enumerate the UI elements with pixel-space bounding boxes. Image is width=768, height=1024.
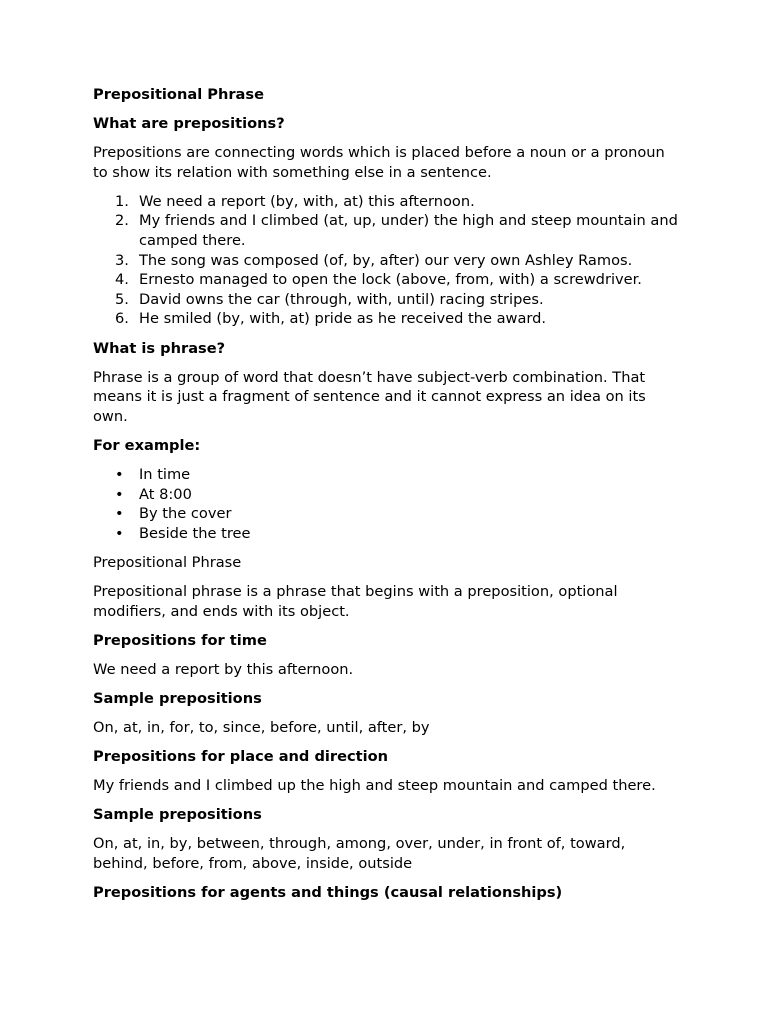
subtitle-prepositional-phrase: Prepositional Phrase bbox=[93, 553, 242, 571]
exercise-text: We need a report (by, with, at) this afternoon. bbox=[139, 192, 475, 210]
example-item bbox=[93, 524, 683, 544]
paragraph-prepositional-phrase-definition: Prepositional phrase is a phrase that begins with a preposition, optional modifiers, and ends with its object. bbox=[93, 582, 618, 620]
exercise-text: Ernesto managed to open the lock (above, from, with) a screwdriver. bbox=[139, 271, 642, 289]
exercise-item bbox=[93, 290, 683, 310]
heading-sample-prepositions: Sample prepositions bbox=[93, 689, 262, 707]
list-number: 3. bbox=[115, 251, 129, 269]
bullet-icon: • bbox=[115, 485, 124, 503]
example-text: At 8:00 bbox=[139, 485, 192, 503]
bullet-icon: • bbox=[115, 524, 124, 542]
list-number: 4. bbox=[115, 271, 129, 289]
exercise-item bbox=[93, 309, 683, 329]
heading-sample-prepositions: Sample prepositions bbox=[93, 806, 262, 824]
exercise-text: He smiled (by, with, at) pride as he received the award. bbox=[139, 310, 547, 328]
list-number: 1. bbox=[115, 192, 129, 210]
example-text: By the cover bbox=[139, 505, 232, 523]
paragraph-sample-time-prepositions: On, at, in, for, to, since, before, until, after, by bbox=[93, 718, 430, 736]
exercise-text: The song was composed (of, by, after) our very own Ashley Ramos. bbox=[139, 251, 633, 269]
exercise-item bbox=[93, 192, 683, 212]
example-list bbox=[93, 465, 683, 543]
example-text: In time bbox=[139, 466, 191, 483]
bullet-icon: • bbox=[115, 505, 124, 523]
example-item bbox=[93, 504, 683, 524]
list-number: 5. bbox=[115, 290, 129, 308]
example-item bbox=[93, 485, 683, 505]
exercise-item bbox=[93, 270, 683, 290]
paragraph-phrase-definition: Phrase is a group of word that doesn’t have subject-verb combination. That means it is just a fragment of sentence and it cannot express an idea on its own. bbox=[93, 368, 646, 425]
example-text: Beside the tree bbox=[139, 524, 251, 542]
exercise-item bbox=[93, 251, 683, 271]
list-number: 6. bbox=[115, 310, 129, 328]
heading-prepositions-for-place: Prepositions for place and direction bbox=[93, 748, 389, 766]
paragraph-time-example: We need a report by this afternoon. bbox=[93, 660, 354, 678]
exercise-item bbox=[93, 211, 683, 250]
exercise-list bbox=[93, 192, 683, 329]
heading-what-are-prepositions: What are prepositions? bbox=[93, 115, 285, 133]
heading-prepositions-for-agents: Prepositions for agents and things (causal relationships) bbox=[93, 884, 563, 901]
document-title: Prepositional Phrase bbox=[93, 86, 264, 103]
exercise-text: My friends and I climbed (at, up, under) the high and steep mountain and camped there. bbox=[139, 212, 678, 250]
bullet-icon: • bbox=[115, 466, 124, 483]
example-item bbox=[93, 465, 683, 485]
list-number: 2. bbox=[115, 212, 129, 230]
paragraph-sample-place-prepositions: On, at, in, by, between, through, among, over, under, in front of, toward, behind, before, from, above, inside, outside bbox=[93, 835, 626, 872]
paragraph-place-example: My friends and I climbed up the high and steep mountain and camped there. bbox=[93, 777, 656, 795]
exercise-text: David owns the car (through, with, until) racing stripes. bbox=[139, 290, 544, 308]
heading-what-is-phrase: What is phrase? bbox=[93, 339, 226, 357]
heading-prepositions-for-time: Prepositions for time bbox=[93, 631, 267, 649]
paragraph-prepositions-definition: Prepositions are connecting words which is placed before a noun or a pronoun to show its relation with something else in a sentence. bbox=[93, 144, 665, 181]
document-page bbox=[93, 85, 683, 912]
heading-for-example: For example: bbox=[93, 436, 201, 454]
